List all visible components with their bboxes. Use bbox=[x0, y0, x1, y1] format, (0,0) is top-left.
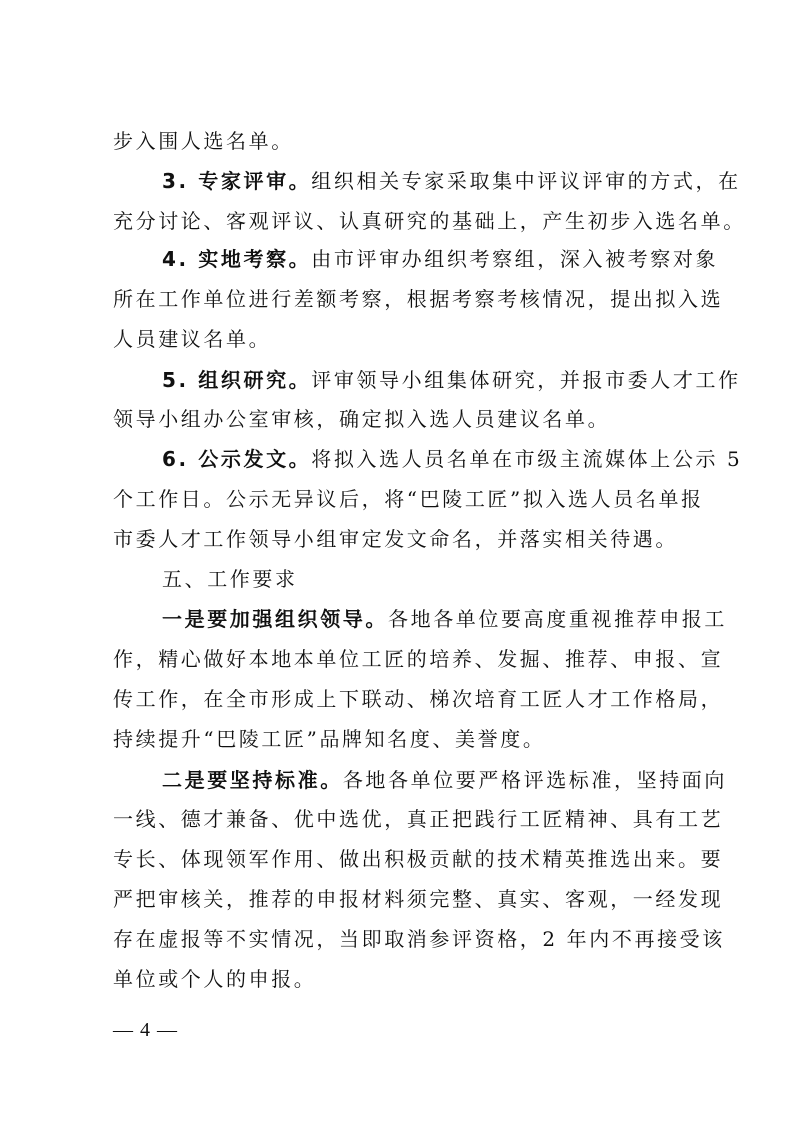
text-line: 一线、德才兼备、优中选优，真正把践行工匠精神、具有工艺 bbox=[113, 807, 724, 831]
section-4-heading-line: 4. 实地考察。由市评审办组织考察组，深入被考察对象 bbox=[162, 247, 719, 271]
section-3-title: 3. 专家评审。 bbox=[162, 169, 312, 193]
section-5-heading-line: 5. 组织研究。评审领导小组集体研究，并报市委人才工作 bbox=[162, 368, 741, 392]
text-line: 专长、体现领军作用、做出积极贡献的技术精英推选出来。要 bbox=[113, 847, 724, 871]
text-line: 所在工作单位进行差额考察，根据考察考核情况，提出拟入选 bbox=[113, 287, 724, 311]
text-line: 人员建议名单。 bbox=[113, 327, 272, 351]
text-line: 充分讨论、客观评议、认真研究的基础上，产生初步入选名单。 bbox=[113, 209, 746, 233]
section-4-title: 4. 实地考察。 bbox=[162, 247, 312, 271]
requirement-1-title: 一是要加强组织领导。 bbox=[162, 607, 388, 631]
section-6-title: 6. 公示发文。 bbox=[162, 447, 312, 471]
text-line: 作，精心做好本地本单位工匠的培养、发掘、推荐、申报、宣 bbox=[113, 647, 724, 671]
text-line: 市委人才工作领导小组审定发文命名，并落实相关待遇。 bbox=[113, 527, 678, 551]
section-5-title: 5. 组织研究。 bbox=[162, 368, 312, 392]
section-6-heading-line: 6. 公示发文。将拟入选人员名单在市级主流媒体上公示 5 bbox=[162, 447, 743, 471]
section-five-heading: 五、工作要求 bbox=[162, 567, 298, 591]
requirement-1-line: 一是要加强组织领导。各地各单位要高度重视推荐申报工 bbox=[162, 607, 727, 631]
text-line: 存在虚报等不实情况，当即取消参评资格，2 年内不再接受该 bbox=[113, 927, 725, 951]
text-line: 持续提升“巴陵工匠”品牌知名度、美誉度。 bbox=[113, 727, 546, 751]
requirement-2-line: 二是要坚持标准。各地各单位要严格评选标准，坚持面向 bbox=[162, 768, 728, 792]
text-line: 单位或个人的申报。 bbox=[113, 967, 317, 991]
text-line: 严把审核关，推荐的申报材料须完整、真实、客观，一经发现 bbox=[113, 887, 724, 911]
text-line: 个工作日。公示无异议后，将“巴陵工匠”拟入选人员名单报 bbox=[113, 487, 704, 511]
text-line: 领导小组办公室审核，确定拟入选人员建议名单。 bbox=[113, 407, 611, 431]
text-line: 传工作，在全市形成上下联动、梯次培育工匠人才工作格局， bbox=[113, 687, 724, 711]
requirement-2-title: 二是要坚持标准。 bbox=[162, 768, 343, 792]
section-3-heading-line: 3. 专家评审。组织相关专家采取集中评议评审的方式，在 bbox=[162, 169, 741, 193]
page-number: — 4 — bbox=[113, 1019, 178, 1041]
text-line: 步入围人选名单。 bbox=[113, 129, 294, 153]
